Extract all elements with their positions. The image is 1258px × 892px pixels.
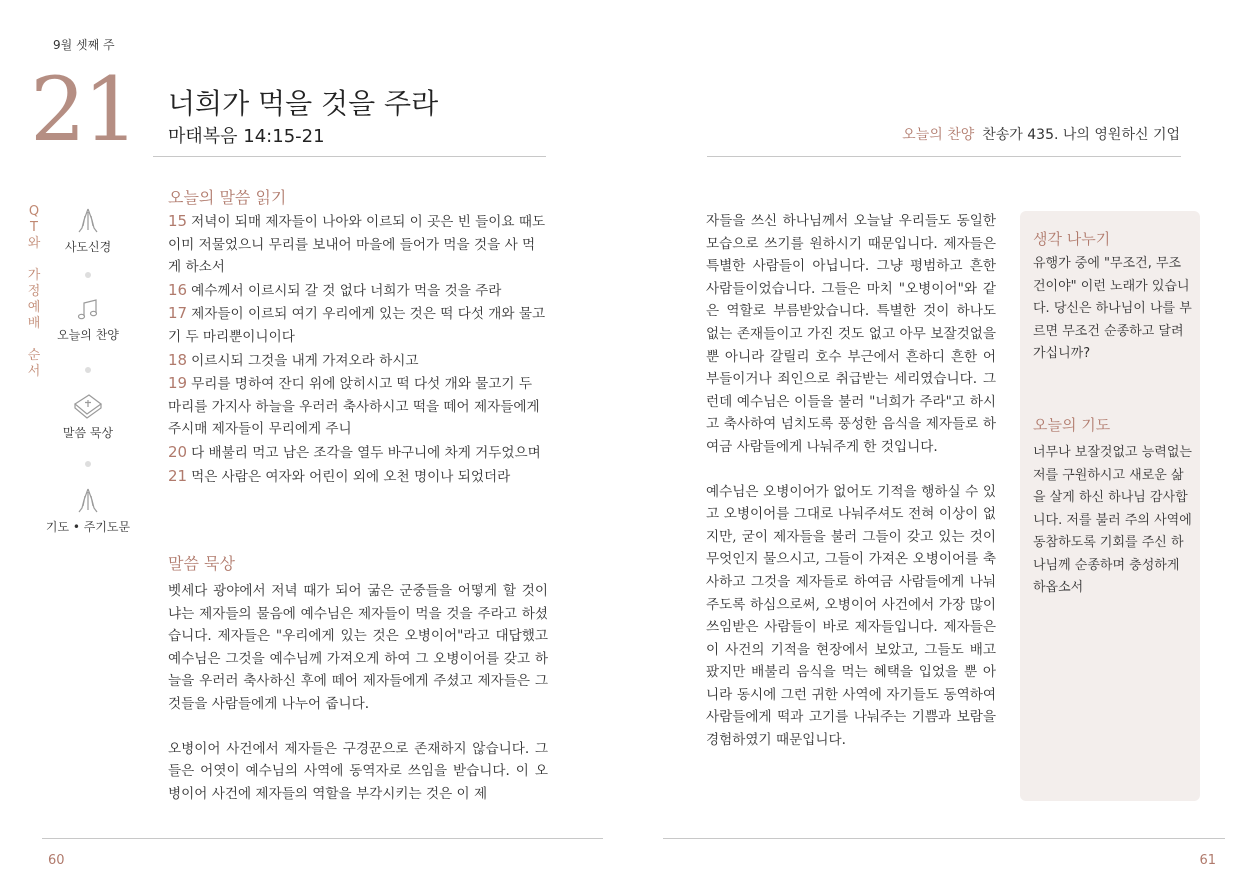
- bible-book-icon: [72, 392, 104, 420]
- prayer-heading: 오늘의 기도: [1033, 416, 1111, 434]
- praying-hands-icon: [73, 206, 103, 234]
- footer-divider-left: [42, 838, 603, 839]
- page-number-left: 60: [48, 853, 65, 868]
- verse: 21 먹은 사람은 여자와 어린이 외에 오천 명이나 되었더라: [168, 466, 511, 485]
- page-number-right: 61: [1199, 853, 1216, 868]
- reading-heading: 오늘의 말씀 읽기: [168, 188, 287, 207]
- prayer-text: 너무나 보잘것없고 능력없는 저를 구원하시고 새로운 삶을 살게 하신 하나님 감사합니다. 저를 불러 주의 사역에 동참하도록 기회를 주신 하나님께 순종하며 충성하게 하옵소서: [1033, 445, 1192, 595]
- reflection-box: [1020, 211, 1200, 801]
- meditation-paragraph: 오병이어 사건에서 제자들은 구경꾼으로 존재하지 않습니다. 그들은 어엿이 예수님의 사역에 동역자로 쓰임을 받습니다. 이 오병이어 사건에 제자들의 역할을 부각시키는 것은 이 제: [168, 740, 548, 802]
- week-label: 9월 셋째 주: [53, 38, 115, 52]
- nav-item-apostles-creed: [38, 206, 138, 255]
- meditation-continued: [706, 210, 996, 752]
- scripture-reference: 마태복음 14:15-21: [168, 126, 325, 147]
- header-divider-right: [707, 156, 1181, 157]
- meditation-text: [168, 580, 548, 805]
- praying-hands-icon: [73, 486, 103, 514]
- todays-hymn: [902, 124, 1180, 144]
- nav-item-prayer: [38, 486, 138, 535]
- nav-label: 말씀 묵상: [62, 426, 114, 440]
- meditation-paragraph: 자들을 쓰신 하나님께서 오늘날 우리들도 동일한 모습으로 쓰기를 원하시기 때문입니다. 제자들은 특별한 사람들이 아닙니다. 그냥 평범하고 흔한 사람들이었습니다. 그들은 마치 "오병이어"와 같은 역할로 부름받았습니다. 특별한 것이 하나도 없는 존재들이고 가진 것도 없고 아무 보잘것없을 뿐 아니라 갈릴리 호수 부근에서 흔하디 흔한 어부들이거나 죄인으로 취급받는 세리였습니다. 그런데 예수님은 이들을 불러 "너희가 주라"고 하시고 축사하여 넘치도록 풍성한 음식을 제자들로 하여금 사람들에게 나눠주게 한 것입니다.: [706, 213, 996, 455]
- page-title: 너희가 먹을 것을 주라: [168, 87, 439, 120]
- meditation-heading: 말씀 묵상: [168, 554, 235, 573]
- verse: 18 이르시되 그것을 내게 가져오라 하시고: [168, 350, 419, 369]
- verse: 19 무리를 명하여 잔디 위에 앉히시고 떡 다섯 개와 물고기 두 마리를 가지사 하늘을 우러러 축사하시고 떡을 떼어 제자들에게 주시매 제자들이 무리에게 주니: [168, 374, 540, 438]
- nav-label: 기도 • 주기도문: [45, 520, 131, 534]
- verse: 16 예수께서 이르시되 갈 것 없다 너희가 먹을 것을 주라: [168, 280, 502, 299]
- verse: 17 제자들이 이르되 여기 우리에게 있는 것은 떡 다섯 개와 물고기 두 마리뿐이니이다: [168, 304, 546, 345]
- footer-divider-right: [663, 838, 1225, 839]
- hymn-value: 찬송가 435. 나의 영원하신 기업: [982, 127, 1180, 143]
- vertical-section-label: Q T 와 가 정 예 배 순 서: [27, 204, 41, 379]
- day-number: 21: [30, 58, 136, 161]
- nav-item-meditation: [38, 392, 138, 441]
- meditation-paragraph: 벳세다 광야에서 저녁 때가 되어 굶은 군중들을 어떻게 할 것이냐는 제자들의 물음에 예수님은 제자들이 먹을 것을 주라고 하셨습니다. 제자들은 "우리에게 있는 것은 오병이어"라고 대답했고 예수님은 그것을 예수님께 가져오게 하여 그 오병이어를 갖고 하늘을 우러러 축사하신 후에 떼어 제자들에게 주셨고 제자들은 그것들을 사람들에게 나누어 줍니다.: [168, 583, 548, 712]
- verse: 20 다 배불리 먹고 남은 조각을 열두 바구니에 차게 거두었으며: [168, 442, 541, 461]
- nav-separator-dot: [85, 272, 91, 278]
- hymn-label: 오늘의 찬양: [902, 127, 975, 143]
- verse: 15 저녁이 되매 제자들이 나아와 이르되 이 곳은 빈 들이요 때도 이미 저물었으니 무리를 보내어 마을에 들어가 먹을 것을 사 먹게 하소서: [168, 212, 546, 276]
- nav-separator-dot: [85, 367, 91, 373]
- share-heading: 생각 나누기: [1033, 230, 1111, 248]
- music-note-icon: [76, 298, 100, 322]
- share-text: 유행가 중에 "무조건, 무조건이야" 이런 노래가 있습니다. 당신은 하나님이 나를 부르면 무조건 순종하고 달려가십니까?: [1033, 256, 1192, 361]
- nav-label: 오늘의 찬양: [57, 328, 119, 342]
- verse-list: [168, 210, 548, 488]
- header-divider-left: [153, 156, 546, 157]
- nav-item-todays-hymn: [38, 298, 138, 343]
- meditation-paragraph: 예수님은 오병이어가 없어도 기적을 행하실 수 있고 오병이어를 그대로 나눠주셔도 전혀 이상이 없지만, 굳이 제자들을 불러 그들이 갖고 있는 것이 무엇인지 물으시고, 그들이 가져온 오병이어를 축사하고 그것을 제자들로 하여금 사람들에게 나눠주도록 하심으로써, 오병이어 사건에서 가장 많이 쓰임받은 사람들이 바로 제자들입니다. 제자들은 이 사건의 기적을 현장에서 보았고, 그들도 배고팠지만 배불리 음식을 먹는 혜택을 입었을 뿐 아니라 동시에 그런 귀한 사역에 자기들도 동역하여 사람들에게 떡과 고기를 나눠주는 기쁨과 보람을 경험하였기 때문입니다.: [706, 483, 996, 749]
- nav-label: 사도신경: [64, 240, 112, 254]
- nav-separator-dot: [85, 461, 91, 467]
